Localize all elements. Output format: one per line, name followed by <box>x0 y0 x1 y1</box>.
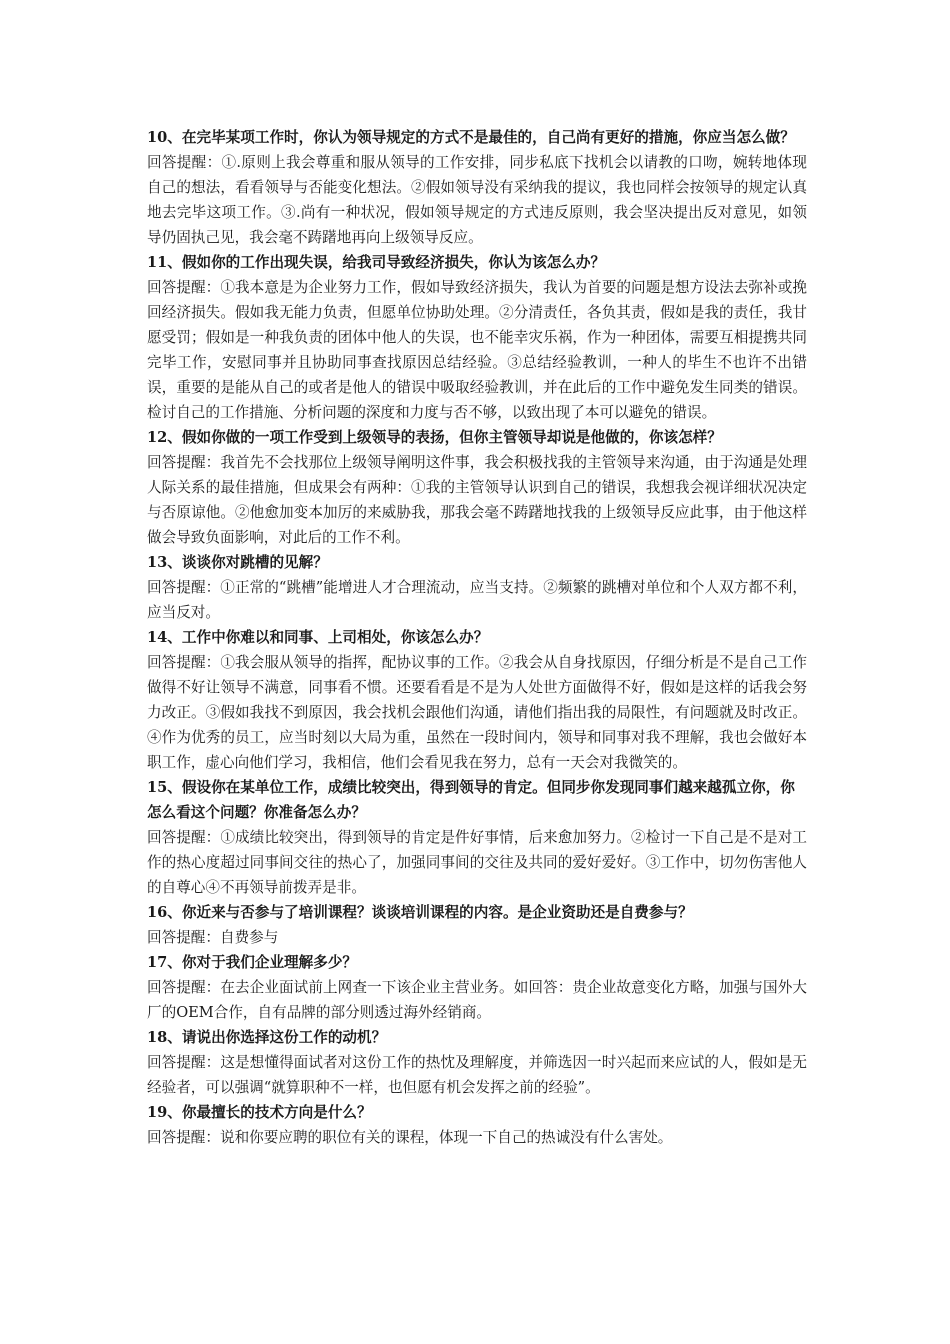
question-11: 11、假如你的工作出现失误，给我司导致经济损失，你认为该怎么办？ <box>147 254 606 271</box>
answer-10: 回答提醒：①.原则上我会尊重和服从领导的工作安排，同步私底下找机会以请教的口吻，婉转地体现自己的想法，看看领导与否能变化想法。②假如领导没有采纳我的提议，我也同样会按领导的规定认真地去完毕这项工作。③.尚有一种状况，假如领导规定的方式违反原则，我会坚决提出反对意见，如领导仍固执己见，我会毫不踌躇地再向上级领导反应。 <box>147 154 807 246</box>
answer-14: 回答提醒：①我会服从领导的指挥，配协议事的工作。②我会从自身找原因，仔细分析是不是自己工作做得不好让领导不满意，同事看不惯。还要看看是不是为人处世方面做得不好，假如是这样的话我会努力改正。③假如我找不到原因，我会找机会跟他们沟通，请他们指出我的局限性，有问题就及时改正。④作为优秀的员工，应当时刻以大局为重，虽然在一段时间内，领导和同事对我不理解，我也会做好本职工作，虚心向他们学习，我相信，他们会看见我在努力，总有一天会对我微笑的。 <box>147 654 807 771</box>
answer-12: 回答提醒：我首先不会找那位上级领导阐明这件事，我会积极找我的主管领导来沟通，由于沟通是处理人际关系的最佳措施，但成果会有两种：①我的主管领导认识到自己的错误，我想我会视详细状况决定与否原谅他。②他愈加变本加厉的来威胁我，那我会毫不踌躇地找我的上级领导反应此事，由于他这样做会导致负面影响，对此后的工作不利。 <box>147 454 807 546</box>
answer-15: 回答提醒：①成绩比较突出，得到领导的肯定是件好事情，后来愈加努力。②检讨一下自己是不是对工作的热心度超过同事间交往的热心了，加强同事间的交往及共同的爱好爱好。③工作中，切勿伤害他人的自尊心④不再领导前拨弄是非。 <box>147 829 807 896</box>
answer-11: 回答提醒：①我本意是为企业努力工作，假如导致经济损失，我认为首要的问题是想方设法去弥补或挽回经济损失。假如我无能力负责，但愿单位协助处理。②分清责任，各负其责，假如是我的责任，我甘愿受罚；假如是一种我负责的团体中他人的失误，也不能幸灾乐祸，作为一种团体，需要互相提携共同完毕工作，安慰同事并且协助同事查找原因总结经验。③总结经验教训，一种人的毕生不也许不出错误，重要的是能从自己的或者是他人的错误中吸取经验教训，并在此后的工作中避免发生同类的错误。检讨自己的工作措施、分析问题的深度和力度与否不够，以致出现了本可以避免的错误。 <box>147 279 807 421</box>
answer-17: 回答提醒：在去企业面试前上网查一下该企业主营业务。如回答：贵企业故意变化方略，加强与国外大厂的OEM合作，自有品牌的部分则透过海外经销商。 <box>147 979 807 1021</box>
answer-19: 回答提醒：说和你要应聘的职位有关的课程，体现一下自己的热诚没有什么害处。 <box>147 1129 673 1146</box>
answer-13: 回答提醒：①正常的“跳槽”能增进人才合理流动，应当支持。②频繁的跳槽对单位和个人双方都不利，应当反对。 <box>147 579 807 621</box>
question-17: 17、你对于我们企业理解多少？ <box>147 954 358 971</box>
document-page <box>147 125 807 1150</box>
answer-16: 回答提醒：自费参与 <box>147 929 279 946</box>
question-13: 13、谈谈你对跳槽的见解？ <box>147 554 328 571</box>
question-10: 10、在完毕某项工作时，你认为领导规定的方式不是最佳的，自己尚有更好的措施，你应当怎么做？ <box>147 129 795 146</box>
question-15: 15、假设你在某单位工作，成绩比较突出，得到领导的肯定。但同步你发现同事们越来越孤立你，你怎么看这个问题？你准备怎么办？ <box>147 779 795 821</box>
question-19: 19、你最擅长的技术方向是什么？ <box>147 1104 372 1121</box>
question-18: 18、请说出你选择这份工作的动机？ <box>147 1029 387 1046</box>
question-12: 12、假如你做的一项工作受到上级领导的表扬，但你主管领导却说是他做的，你该怎样？ <box>147 429 722 446</box>
answer-18: 回答提醒：这是想懂得面试者对这份工作的热忱及理解度，并筛选因一时兴起而来应试的人，假如是无经验者，可以强调“就算职种不一样，也但愿有机会发挥之前的经验”。 <box>147 1054 807 1096</box>
question-16: 16、你近来与否参与了培训课程？谈谈培训课程的内容。是企业资助还是自费参与？ <box>147 904 693 921</box>
question-14: 14、工作中你难以和同事、上司相处，你该怎么办？ <box>147 629 489 646</box>
